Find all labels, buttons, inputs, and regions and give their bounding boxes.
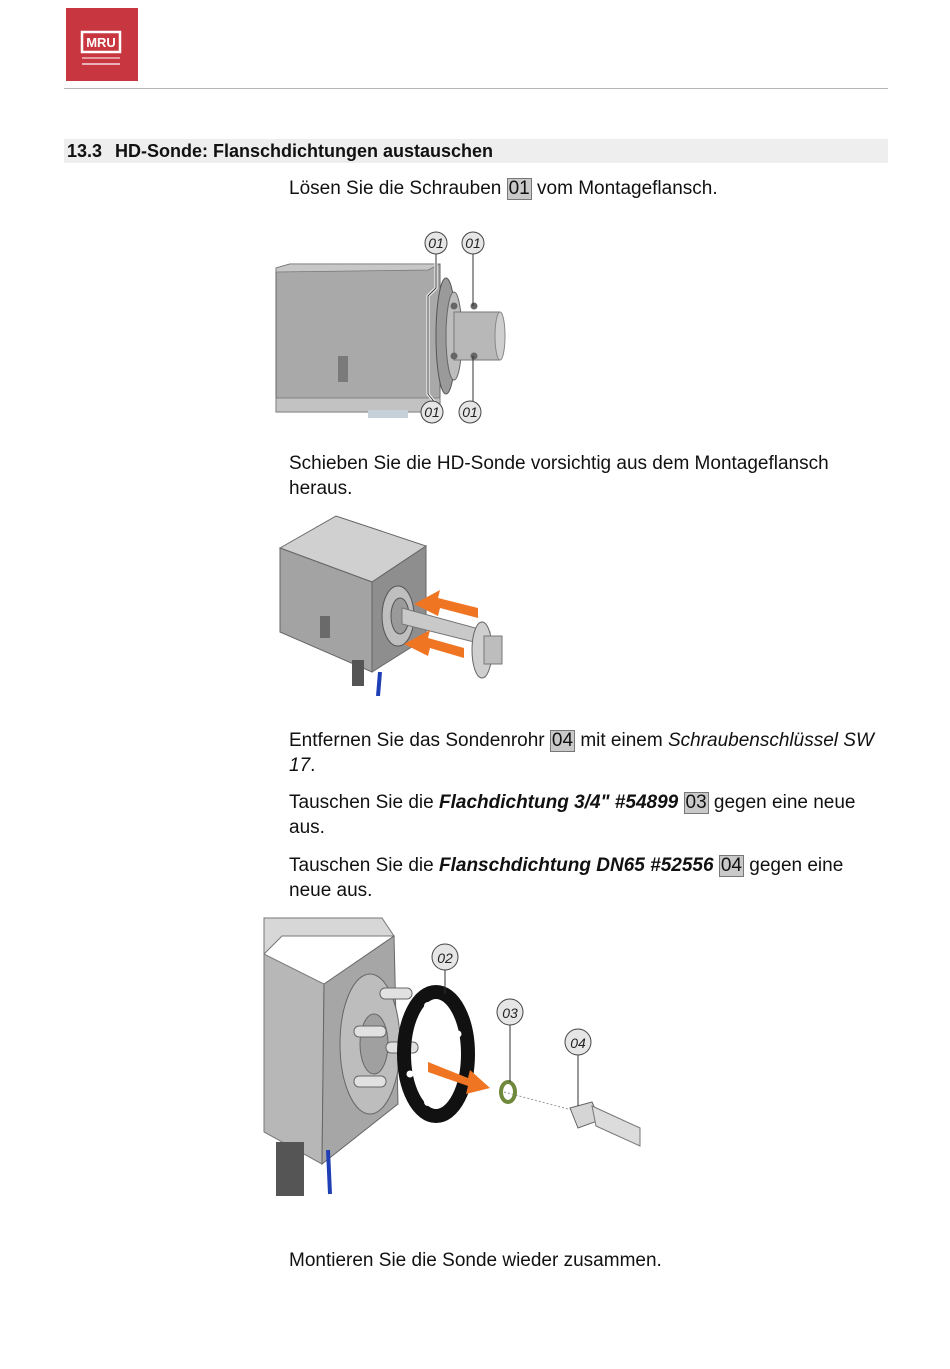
ref-03: 03 <box>685 792 707 813</box>
step-4-text: Tauschen Sie die Flachdichtung 3/4" #54899 03 gegen eine neue aus. <box>289 792 856 838</box>
figure-exploded-view <box>262 914 646 1196</box>
callout-01-bottom-left <box>421 401 443 423</box>
company-logo <box>66 8 138 81</box>
svg-text:01: 01 <box>424 404 440 420</box>
step-5-text: Tauschen Sie die Flanschdichtung DN65 #52556 04 gegen eine neue aus. <box>289 855 844 901</box>
callout-01-top-right <box>462 232 484 254</box>
section-heading <box>64 139 888 163</box>
figure-loosen-screws <box>268 226 508 432</box>
logo-text: MRU <box>86 35 116 50</box>
callout-02 <box>432 944 458 970</box>
ref-04: 04 <box>720 855 742 876</box>
ref-01: 01 <box>508 178 530 199</box>
section-number: 13.3 <box>67 141 103 161</box>
callout-01-bottom-right <box>459 401 481 423</box>
svg-text:02: 02 <box>437 950 453 966</box>
section-title: HD-Sonde: Flanschdichtungen austauschen <box>115 141 494 161</box>
step-6-text: Montieren Sie die Sonde wieder zusammen. <box>289 1250 662 1271</box>
svg-text:04: 04 <box>570 1035 586 1051</box>
ref-04: 04 <box>551 730 574 751</box>
figure-pull-out-probe <box>276 512 508 696</box>
header-divider <box>64 88 888 89</box>
svg-text:01: 01 <box>428 235 444 251</box>
step-1-text: Lösen Sie die Schrauben 01 vom Montageflansch. <box>289 178 718 199</box>
callout-01-top-left <box>425 232 447 254</box>
callout-03 <box>497 999 523 1025</box>
callout-04 <box>565 1029 591 1055</box>
svg-text:01: 01 <box>462 404 478 420</box>
svg-text:03: 03 <box>502 1005 518 1021</box>
step-2-text: Schieben Sie die HD-Sonde vorsichtig aus dem Montageflansch heraus. <box>289 453 829 499</box>
step-3-text: Entfernen Sie das Sondenrohr 04 mit einem Schraubenschlüssel SW 17. <box>289 730 874 776</box>
svg-text:01: 01 <box>465 235 481 251</box>
